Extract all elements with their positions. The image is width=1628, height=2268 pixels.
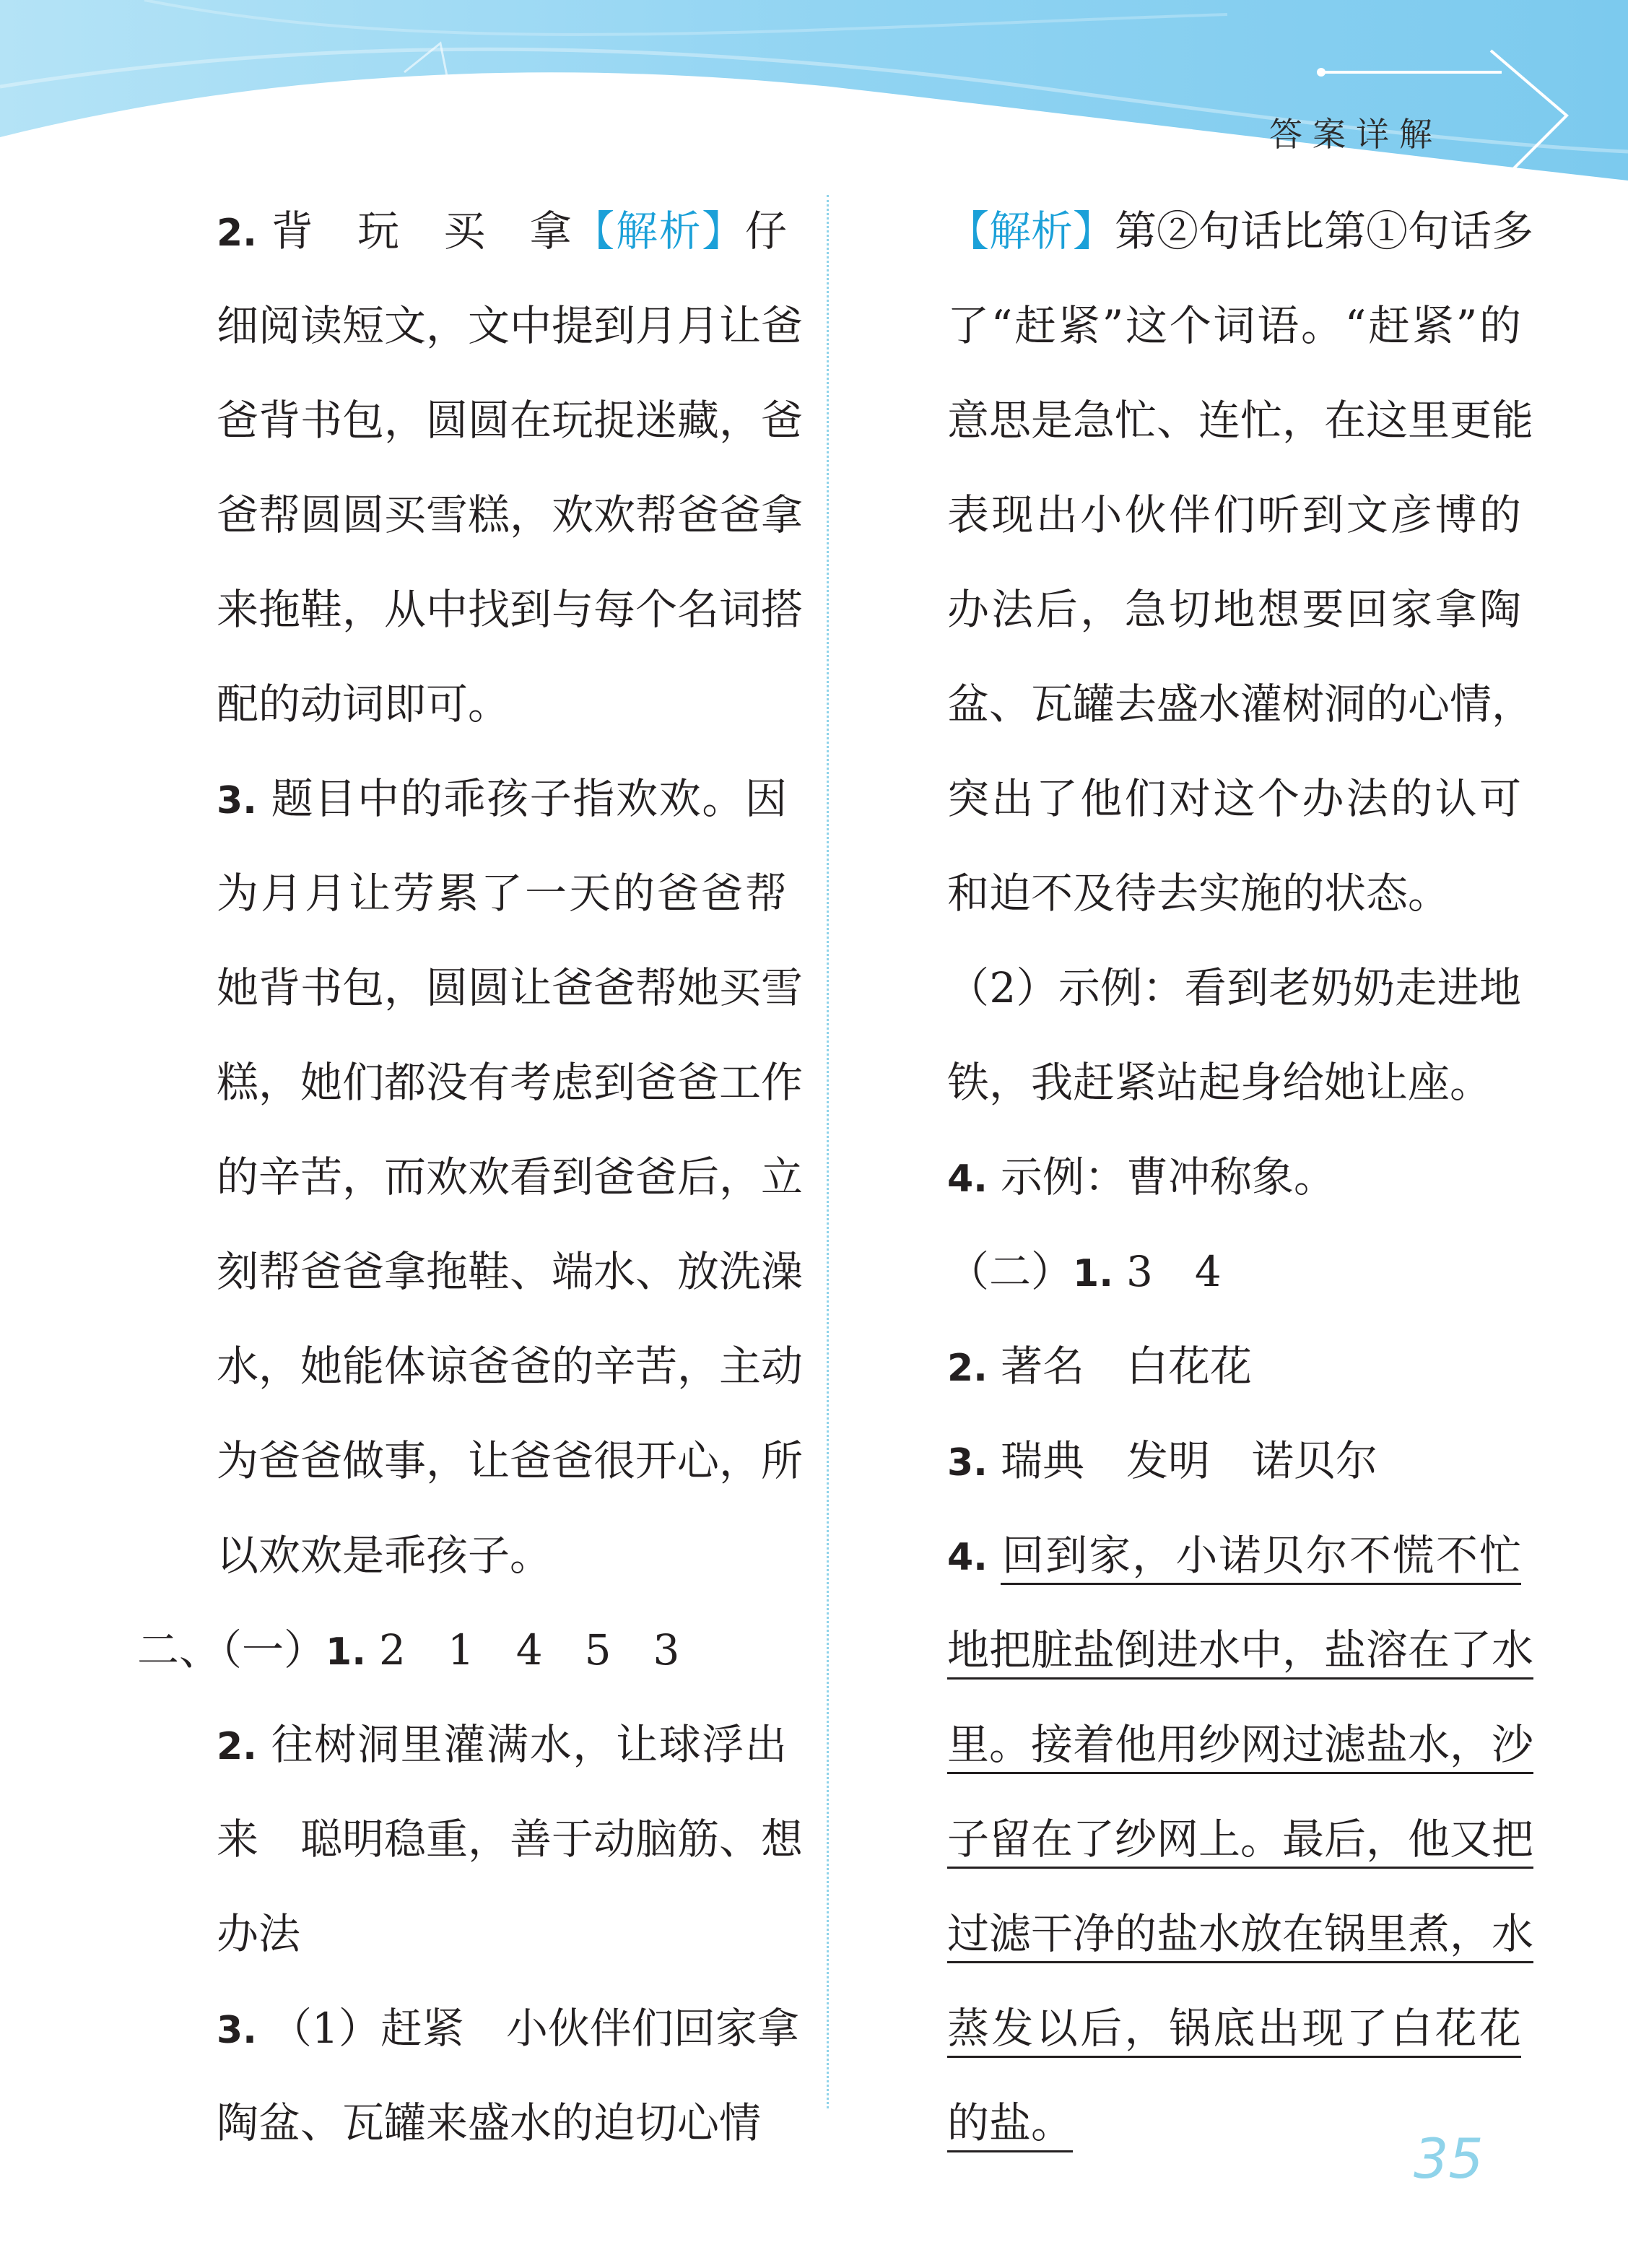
q4b-line-5: 蒸发以后，锅底出现了白花花 <box>947 2004 1521 2058</box>
s2q2-line-2: 办法 <box>217 1909 301 1958</box>
s2q3-first: （1）赶紧 小伙伴们回家拿 <box>269 2004 799 2053</box>
section-2-2-q1-answers: 3 4 <box>1126 1247 1222 1296</box>
left-q2-line <box>217 184 787 279</box>
analysis-line-1: 了“赶紧”这个词语。“赶紧”的 <box>947 301 1521 350</box>
analysis-line-2: 意思是急忙、连忙，在这里更能 <box>947 396 1534 445</box>
q3-line-8: 以欢欢是乖孩子。 <box>217 1531 552 1580</box>
q2b-number: 2. <box>947 1347 988 1390</box>
example-2: （2）示例：看到老奶奶走进地 <box>947 963 1521 1012</box>
q4b-line <box>947 1508 1521 1603</box>
q4b-line-2-wrap <box>947 1698 1534 1792</box>
s2q2-line <box>217 1698 787 1792</box>
right-column <box>947 184 1534 2171</box>
section-2-q1-order: 2 1 4 5 3 <box>378 1625 680 1674</box>
section-2-q1-number: 1. <box>326 1630 366 1674</box>
q3b-number: 3. <box>947 1441 988 1485</box>
q3-line-5: 刻帮爸爸拿拖鞋、端水、放洗澡 <box>217 1247 804 1296</box>
analysis-line-4: 办法后，急切地想要回家拿陶 <box>947 585 1521 634</box>
q2-answers: 背 玩 买 拿 <box>269 207 573 256</box>
s2q3-number: 3. <box>217 2009 257 2052</box>
s2q3-line-1: 陶盆、瓦罐来盛水的迫切心情 <box>217 2098 762 2147</box>
q2-line-4: 来拖鞋，从中找到与每个名词搭 <box>217 585 804 634</box>
q3b-line <box>947 1414 1521 1508</box>
q4b-line-3-wrap <box>947 1792 1534 1887</box>
q3-line-7: 为爸爸做事，让爸爸很开心，所 <box>217 1436 804 1485</box>
q4b-line-4-wrap <box>947 1887 1534 1981</box>
section-2-line <box>137 1603 787 1698</box>
q4b-line-4: 过滤干净的盐水放在锅里煮，水 <box>947 1909 1533 1963</box>
example-2-line: 铁，我赶紧站起身给她让座。 <box>947 1058 1492 1107</box>
s2q3-line <box>217 1981 799 2076</box>
q4b-line-2: 里。接着他用纱网过滤盐水，沙 <box>947 1720 1533 1774</box>
q2-analysis-lead: 仔 <box>744 207 787 256</box>
left-q3-line <box>217 752 787 846</box>
column-divider <box>827 195 829 2108</box>
analysis-tag: 【解析】 <box>947 207 1115 256</box>
section-2-2-line <box>947 1225 1521 1319</box>
q4b-line-6: 的盐。 <box>947 2098 1073 2152</box>
analysis-line-6: 突出了他们对这个办法的认可 <box>947 774 1521 823</box>
section-2-label: 二、（一） <box>137 1625 326 1674</box>
q4b-first: 回到家，小诺贝尔不慌不忙 <box>1001 1531 1521 1585</box>
section-2-2-label: （二） <box>947 1247 1074 1296</box>
q2-analysis-tag: 【解析】 <box>573 207 745 256</box>
q2-line-5: 配的动词即可。 <box>217 679 510 729</box>
q4b-line-5-wrap <box>947 1981 1521 2076</box>
q3-line-1: 为月月让劳累了一天的爸爸帮 <box>217 869 787 918</box>
q4-line <box>947 1130 1521 1225</box>
q4b-line-1: 地把脏盐倒进水中，盐溶在了水 <box>947 1625 1533 1680</box>
q2-line-3: 爸帮圆圆买雪糕，欢欢帮爸爸拿 <box>217 490 804 539</box>
q3-line-2: 她背书包，圆圆让爸爸帮她买雪 <box>217 963 804 1012</box>
q2-number: 2. <box>217 212 257 255</box>
q4b-line-3: 子留在了纱网上。最后，他又把 <box>947 1815 1533 1869</box>
analysis-line <box>947 184 1534 279</box>
q2b-text: 著名 白花花 <box>1000 1342 1252 1391</box>
q4b-line-1-wrap <box>947 1603 1534 1698</box>
q2-line-1: 细阅读短文，文中提到月月让爸 <box>217 301 804 350</box>
q2-line-2: 爸背书包，圆圆在玩捉迷藏，爸 <box>217 396 804 445</box>
s2q2-number: 2. <box>217 1725 257 1768</box>
s2q2-line-1: 来 聪明稳重，善于动脑筋、想 <box>217 1815 804 1864</box>
section-2-2-q1-number: 1. <box>1073 1252 1113 1295</box>
analysis-line-3: 表现出小伙伴们听到文彦博的 <box>947 490 1521 539</box>
q3-number: 3. <box>217 779 257 822</box>
header-title: 答案详解 <box>1269 115 1442 154</box>
q2b-line <box>947 1319 1521 1414</box>
q4-number: 4. <box>947 1157 988 1201</box>
q3-line-6: 水，她能体谅爸爸的辛苦，主动 <box>217 1342 804 1391</box>
analysis-line-5: 盆、瓦罐去盛水灌树洞的心情， <box>947 679 1534 729</box>
left-column <box>137 184 804 2171</box>
q3-line-4: 的辛苦，而欢欢看到爸爸后，立 <box>217 1152 804 1202</box>
q3b-text: 瑞典 发明 诺贝尔 <box>1000 1436 1377 1485</box>
q4b-number: 4. <box>947 1536 988 1579</box>
analysis-first: 第②句话比第①句话多 <box>1115 207 1534 256</box>
q3-line-3: 糕，她们都没有考虑到爸爸工作 <box>217 1058 804 1107</box>
q4-text: 示例：曹冲称象。 <box>1000 1152 1336 1202</box>
s2q2-first: 往树洞里灌满水，让球浮出 <box>269 1720 787 1769</box>
q3-first: 题目中的乖孩子指欢欢。因 <box>269 774 787 823</box>
analysis-line-7: 和迫不及待去实施的状态。 <box>947 869 1450 918</box>
page-number: 35 <box>1414 2126 1484 2191</box>
